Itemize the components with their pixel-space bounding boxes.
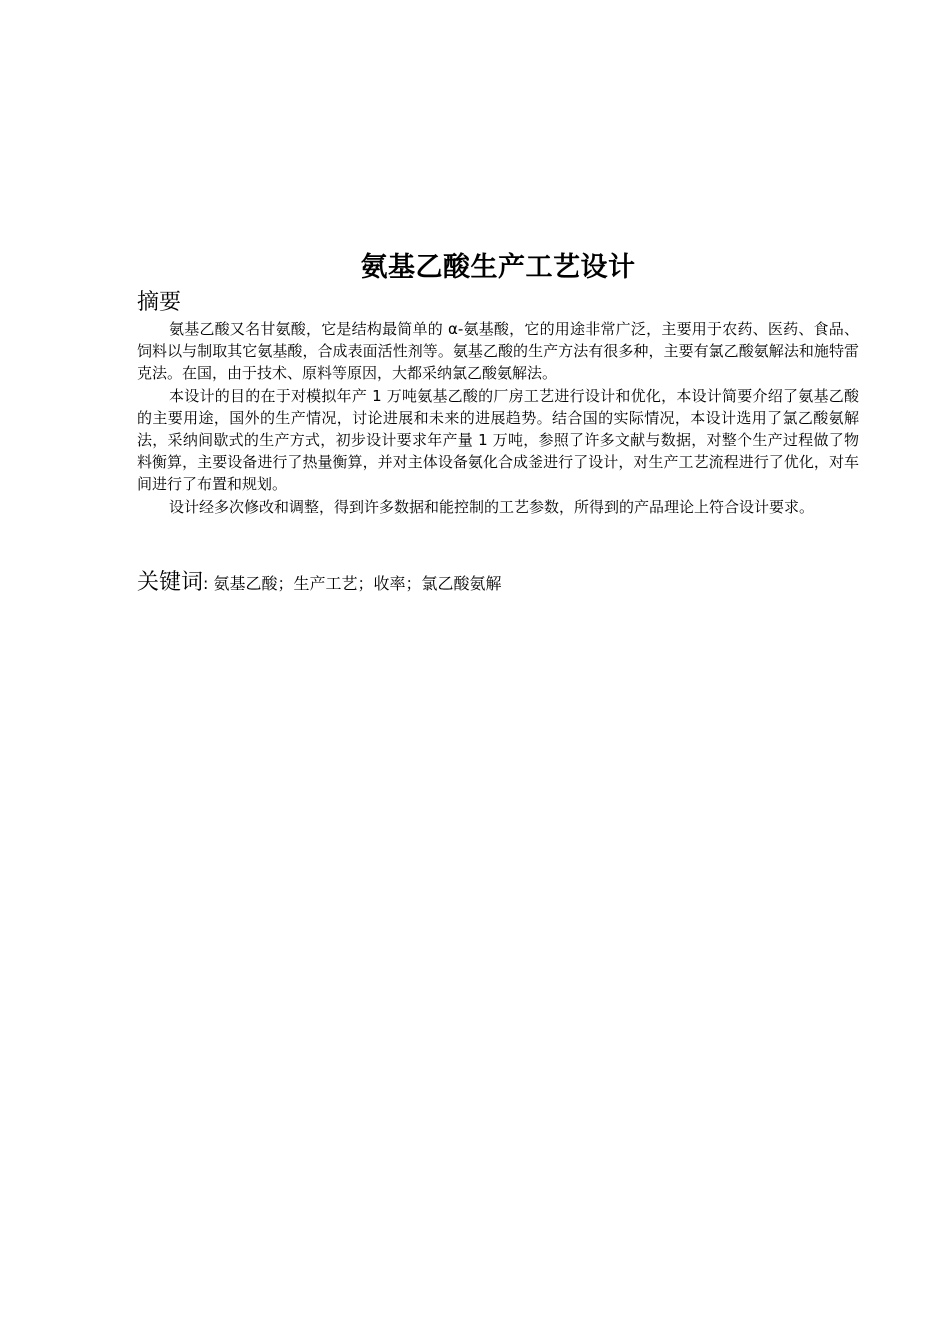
abstract-heading: 摘要 <box>137 290 182 315</box>
document-title: 氨基乙酸生产工艺设计 <box>360 252 636 283</box>
abstract-paragraph-3: 设计经多次修改和调整，得到许多数据和能控制的工艺参数，所得到的产品理论上符合设计要求。 <box>169 497 815 516</box>
keywords-values: : 氨基乙酸；生产工艺；收率；氯乙酸氨解 <box>203 574 502 593</box>
abstract-body <box>137 318 859 518</box>
abstract-paragraph-1: 氨基乙酸又名甘氨酸，它是结构最简单的 α-氨基酸，它的用途非常广泛，主要用于农药、医药、食品、饲料以与制取其它氨基酸，合成表面活性剂等。氨基乙酸的生产方法有很多种，主要有氯乙酸氨解法和施特雷克法。在国，由于技术、原料等原因，大都采纳氯乙酸氨解法。 <box>137 320 859 383</box>
keywords-label: 关键词 <box>137 570 204 595</box>
keywords-line <box>137 568 859 599</box>
abstract-paragraph-2: 本设计的目的在于对模拟年产 1 万吨氨基乙酸的厂房工艺进行设计和优化，本设计简要介绍了氨基乙酸的主要用途，国外的生产情况，讨论进展和未来的进展趋势。结合国的实际情况，本设计选用了氯乙酸氨解法，采纳间歇式的生产方式，初步设计要求年产量 1 万吨，参照了许多文献与数据，对整个生产过程做了物料衡算，主要设备进行了热量衡算，并对主体设备氨化合成釜进行了设计，对生产工艺流程进行了优化，对车间进行了布置和规划。 <box>137 386 859 494</box>
